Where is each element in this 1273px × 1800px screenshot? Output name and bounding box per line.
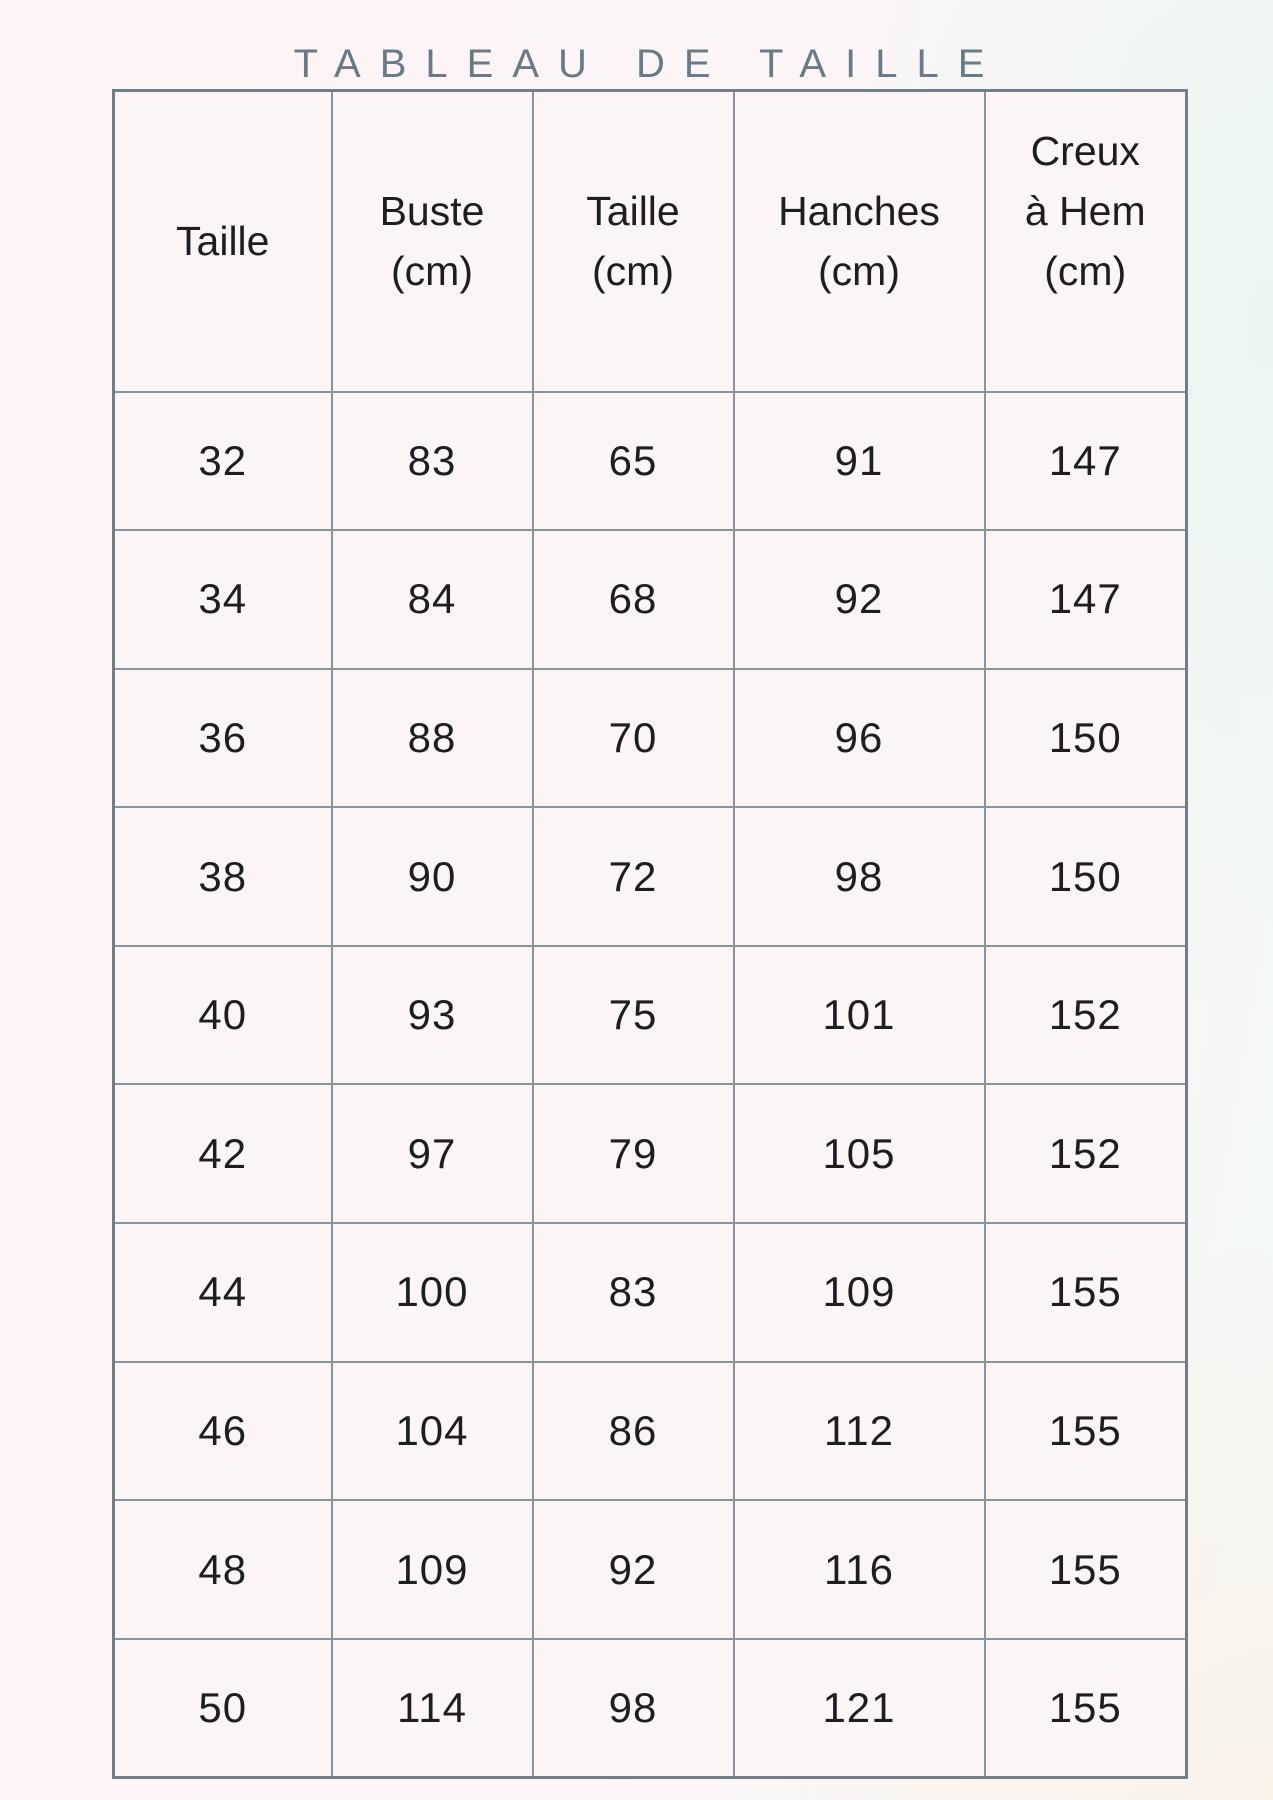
taille-cell: 40: [114, 946, 332, 1085]
creux-cell: 147: [985, 392, 1187, 531]
taille-cell: 32: [114, 392, 332, 531]
taille-cell: 34: [114, 530, 332, 669]
buste-cell: 114: [332, 1639, 533, 1778]
header-taille: [114, 91, 332, 392]
hanches-cell: 92: [734, 530, 985, 669]
buste-cell: 90: [332, 807, 533, 946]
table-row: [114, 392, 1187, 531]
header-taille-cm: [533, 91, 734, 392]
table-row: [114, 1500, 1187, 1639]
size-chart-table: [112, 89, 1188, 1779]
taille-cell: 48: [114, 1500, 332, 1639]
hanches-cell: 91: [734, 392, 985, 531]
creux-cell: 155: [985, 1362, 1187, 1501]
creux-cell: 155: [985, 1500, 1187, 1639]
table-row: [114, 807, 1187, 946]
taille-cm-cell: 68: [533, 530, 734, 669]
taille-cm-cell: 70: [533, 669, 734, 808]
header-taille-cm-label: Taille: [586, 188, 680, 235]
taille-cm-cell: 92: [533, 1500, 734, 1639]
header-taille-cm-unit: (cm): [592, 248, 674, 295]
creux-cell: 150: [985, 807, 1187, 946]
hanches-cell: 109: [734, 1223, 985, 1362]
creux-cell: 152: [985, 1084, 1187, 1223]
header-buste: [332, 91, 533, 392]
hanches-cell: 121: [734, 1639, 985, 1778]
page-title: TABLEAU DE TAILLE: [293, 42, 1004, 86]
taille-cell: 36: [114, 669, 332, 808]
header-creux-label-2: à Hem: [1024, 188, 1146, 235]
taille-cm-cell: 72: [533, 807, 734, 946]
creux-cell: 152: [985, 946, 1187, 1085]
header-row: [114, 91, 1187, 392]
header-creux-label-1: Creux: [1030, 128, 1140, 175]
header-hanches: [734, 91, 985, 392]
taille-cm-cell: 86: [533, 1362, 734, 1501]
hanches-cell: 112: [734, 1362, 985, 1501]
header-taille-label: Taille: [176, 218, 270, 265]
buste-cell: 100: [332, 1223, 533, 1362]
buste-cell: 83: [332, 392, 533, 531]
hanches-cell: 96: [734, 669, 985, 808]
buste-cell: 84: [332, 530, 533, 669]
table-row: [114, 530, 1187, 669]
table-row: [114, 1084, 1187, 1223]
hanches-cell: 101: [734, 946, 985, 1085]
taille-cm-cell: 79: [533, 1084, 734, 1223]
creux-cell: 150: [985, 669, 1187, 808]
table-row: [114, 1639, 1187, 1778]
taille-cell: 46: [114, 1362, 332, 1501]
header-hanches-label: Hanches: [778, 188, 940, 235]
header-buste-unit: (cm): [391, 248, 473, 295]
table-row: [114, 669, 1187, 808]
buste-cell: 109: [332, 1500, 533, 1639]
buste-cell: 88: [332, 669, 533, 808]
buste-cell: 97: [332, 1084, 533, 1223]
hanches-cell: 105: [734, 1084, 985, 1223]
hanches-cell: 98: [734, 807, 985, 946]
taille-cm-cell: 65: [533, 392, 734, 531]
buste-cell: 93: [332, 946, 533, 1085]
header-creux-unit: (cm): [1044, 248, 1127, 295]
taille-cm-cell: 98: [533, 1639, 734, 1778]
taille-cm-cell: 83: [533, 1223, 734, 1362]
taille-cell: 42: [114, 1084, 332, 1223]
creux-cell: 147: [985, 530, 1187, 669]
taille-cm-cell: 75: [533, 946, 734, 1085]
taille-cell: 44: [114, 1223, 332, 1362]
header-creux: [985, 91, 1187, 392]
creux-cell: 155: [985, 1639, 1187, 1778]
buste-cell: 104: [332, 1362, 533, 1501]
hanches-cell: 116: [734, 1500, 985, 1639]
header-buste-label: Buste: [379, 188, 485, 235]
taille-cell: 38: [114, 807, 332, 946]
creux-cell: 155: [985, 1223, 1187, 1362]
table-row: [114, 1223, 1187, 1362]
taille-cell: 50: [114, 1639, 332, 1778]
table-row: [114, 1362, 1187, 1501]
table-row: [114, 946, 1187, 1085]
header-hanches-unit: (cm): [818, 248, 900, 295]
